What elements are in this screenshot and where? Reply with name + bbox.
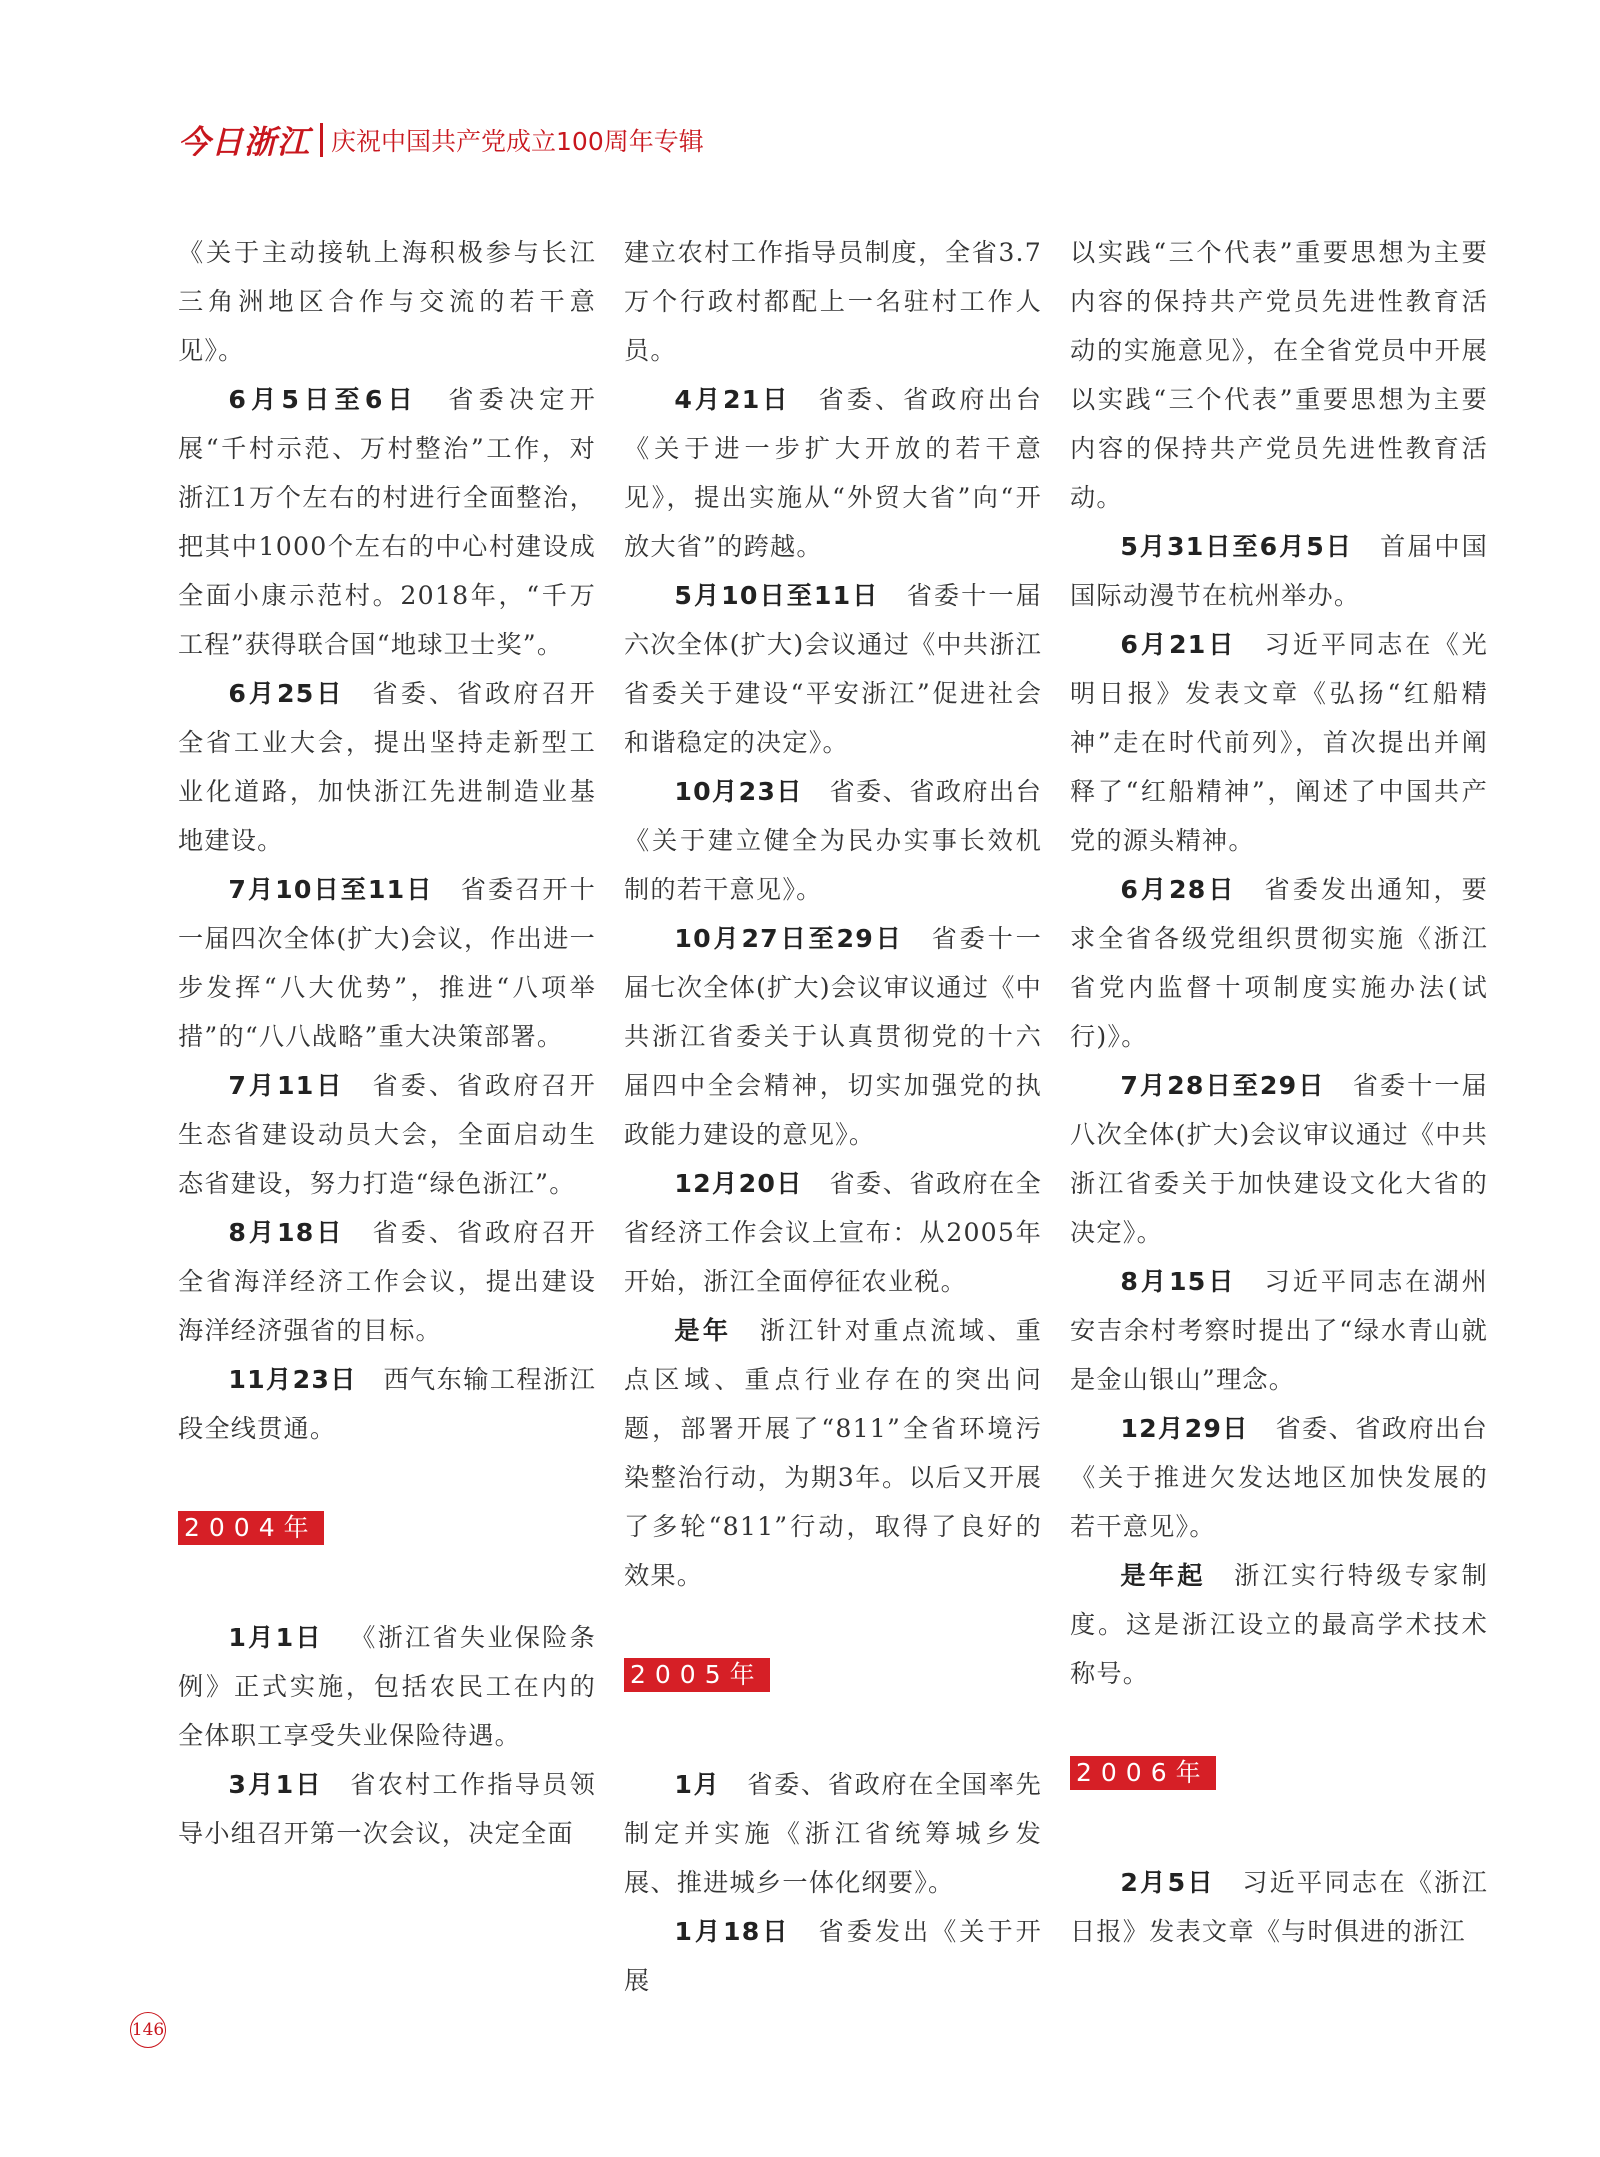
entry-text: 省委、省政府出台《关于建立健全为民办实事长效机制的若干意见》。 bbox=[624, 777, 1042, 904]
entry-text: 习近平同志在湖州安吉余村考察时提出了“绿水青山就是金山银山”理念。 bbox=[1070, 1267, 1489, 1394]
timeline-entry bbox=[1070, 1551, 1488, 1698]
entry-date: 12月29日 bbox=[1120, 1414, 1249, 1443]
entry-text: 省委、省政府在全省经济工作会议上宣布：从2005年开始，浙江全面停征农业税。 bbox=[624, 1169, 1042, 1296]
entry-date: 10月23日 bbox=[674, 777, 803, 806]
text-column-2 bbox=[624, 228, 1042, 2005]
entry-date: 2月5日 bbox=[1120, 1868, 1215, 1897]
entry-text: 省委召开十一届四次全体(扩大)会议，作出进一步发挥“八大优势”，推进“八项举措”的“八八战略”重大决策部署。 bbox=[178, 875, 597, 1051]
entry-date: 10月27日至29日 bbox=[674, 924, 904, 953]
entry-text: 浙江实行特级专家制度。这是浙江设立的最高学术技术称号。 bbox=[1070, 1561, 1488, 1688]
entry-text: 省委决定开展“千村示范、万村整治”工作，对浙江1万个左右的村进行全面整治，把其中1000个左右的中心村建设成全面小康示范村。2018年，“千万工程”获得联合国“地球卫士奖”。 bbox=[178, 385, 596, 659]
timeline-entry bbox=[1070, 522, 1488, 620]
entry-text: 省委十一届八次全体(扩大)会议审议通过《中共浙江省委关于加快建设文化大省的决定》。 bbox=[1070, 1071, 1489, 1247]
entry-date: 4月21日 bbox=[674, 385, 791, 414]
entry-text: 习近平同志在《光明日报》发表文章《弘扬“红船精神”走在时代前列》，首次提出并阐释了“红船精神”，阐述了中国共产党的源头精神。 bbox=[1070, 630, 1489, 855]
entry-text: 省委发出通知，要求全省各级党组织贯彻实施《浙江省党内监督十项制度实施办法(试行)》。 bbox=[1070, 875, 1489, 1051]
entry-text: 首届中国国际动漫节在杭州举办。 bbox=[1070, 532, 1488, 610]
timeline-entry bbox=[178, 865, 596, 1061]
timeline-entry bbox=[624, 914, 1042, 1159]
entry-date: 5月31日至6月5日 bbox=[1120, 532, 1353, 561]
year-label: 2006年 bbox=[1070, 1756, 1216, 1790]
timeline-entry bbox=[1070, 1404, 1488, 1551]
entry-text: 省委十一届六次全体(扩大)会议通过《中共浙江省委关于建设“平安浙江”促进社会和谐稳定的决定》。 bbox=[624, 581, 1043, 757]
continued-paragraph bbox=[178, 228, 596, 375]
timeline-entry bbox=[1070, 1061, 1488, 1257]
timeline-entry bbox=[1070, 1257, 1488, 1404]
timeline-entry bbox=[1070, 1858, 1488, 1956]
entry-text: 省委、省政府出台《关于进一步扩大开放的若干意见》，提出实施从“外贸大省”向“开放大省”的跨越。 bbox=[624, 385, 1043, 561]
year-heading bbox=[178, 1511, 596, 1545]
entry-date: 7月11日 bbox=[228, 1071, 345, 1100]
special-issue-title: 庆祝中国共产党成立100周年专辑 bbox=[331, 127, 704, 156]
text-column-1 bbox=[178, 228, 596, 1858]
timeline-entry bbox=[178, 1061, 596, 1208]
entry-date: 6月5日至6日 bbox=[228, 385, 418, 414]
entry-date: 是年 bbox=[674, 1316, 732, 1345]
timeline-entry bbox=[624, 1159, 1042, 1306]
page-header bbox=[178, 118, 704, 162]
timeline-entry bbox=[1070, 620, 1488, 865]
timeline-entry bbox=[178, 375, 596, 669]
year-label: 2005年 bbox=[624, 1658, 770, 1692]
timeline-entry bbox=[624, 1760, 1042, 1907]
timeline-entry bbox=[624, 1907, 1042, 2005]
timeline-entry bbox=[178, 1613, 596, 1760]
entry-text: 西气东输工程浙江段全线贯通。 bbox=[178, 1365, 596, 1443]
entry-text: 以实践“三个代表”重要思想为主要内容的保持共产党员先进性教育活动的实施意见》，在全省党员中开展以实践“三个代表”重要思想为主要内容的保持共产党员先进性教育活动。 bbox=[1070, 238, 1488, 512]
entry-date: 1月18日 bbox=[674, 1917, 791, 1946]
timeline-entry bbox=[1070, 865, 1488, 1061]
continued-paragraph bbox=[1070, 228, 1488, 522]
timeline-entry bbox=[178, 1760, 596, 1858]
entry-date: 5月10日至11日 bbox=[674, 581, 880, 610]
entry-date: 7月28日至29日 bbox=[1120, 1071, 1326, 1100]
entry-date: 1月1日 bbox=[228, 1623, 323, 1652]
entry-text: 浙江针对重点流域、重点区域、重点行业存在的突出问题，部署开展了“811”全省环境污染整治行动，为期3年。以后又开展了多轮“811”行动，取得了良好的效果。 bbox=[624, 1316, 1042, 1590]
year-heading bbox=[1070, 1756, 1488, 1790]
entry-text: 省委、省政府在全国率先制定并实施《浙江省统筹城乡发展、推进城乡一体化纲要》。 bbox=[624, 1770, 1042, 1897]
timeline-entry bbox=[624, 571, 1042, 767]
text-column-3 bbox=[1070, 228, 1488, 1956]
entry-text: 省委、省政府召开生态省建设动员大会，全面启动生态省建设，努力打造“绿色浙江”。 bbox=[178, 1071, 597, 1198]
entry-date: 3月1日 bbox=[228, 1770, 323, 1799]
entry-text: 省委发出《关于开展 bbox=[624, 1917, 1043, 1995]
entry-date: 是年起 bbox=[1120, 1561, 1206, 1590]
magazine-logo: 今日浙江 bbox=[178, 123, 311, 161]
timeline-entry bbox=[624, 767, 1042, 914]
entry-text: 《关于主动接轨上海积极参与长江三角洲地区合作与交流的若干意见》。 bbox=[178, 238, 596, 365]
entry-date: 12月20日 bbox=[674, 1169, 803, 1198]
entry-text: 建立农村工作指导员制度，全省3.7万个行政村都配上一名驻村工作人员。 bbox=[624, 238, 1042, 365]
page-number: 146 bbox=[130, 2012, 166, 2048]
entry-date: 6月28日 bbox=[1120, 875, 1237, 904]
entry-date: 6月25日 bbox=[228, 679, 345, 708]
year-heading bbox=[624, 1658, 1042, 1692]
timeline-entry bbox=[624, 1306, 1042, 1600]
entry-text: 省委十一届七次全体(扩大)会议审议通过《中共浙江省委关于认真贯彻党的十六届四中全会精神，切实加强党的执政能力建设的意见》。 bbox=[624, 924, 1042, 1149]
timeline-entry bbox=[178, 669, 596, 865]
year-label: 2004年 bbox=[178, 1511, 324, 1545]
entry-date: 11月23日 bbox=[228, 1365, 357, 1394]
entry-text: 习近平同志在《浙江日报》发表文章《与时俱进的浙江 bbox=[1070, 1868, 1488, 1946]
entry-date: 8月18日 bbox=[228, 1218, 345, 1247]
entry-text: 省委、省政府召开全省工业大会，提出坚持走新型工业化道路，加快浙江先进制造业基地建设。 bbox=[178, 679, 597, 855]
timeline-entry bbox=[178, 1355, 596, 1453]
entry-date: 1月 bbox=[674, 1770, 721, 1799]
entry-text: 省农村工作指导员领导小组召开第一次会议，决定全面 bbox=[178, 1770, 596, 1848]
entry-text: 《浙江省失业保险条例》正式实施，包括农民工在内的全体职工享受失业保险待遇。 bbox=[178, 1623, 596, 1750]
entry-date: 6月21日 bbox=[1120, 630, 1237, 659]
entry-date: 7月10日至11日 bbox=[228, 875, 434, 904]
continued-paragraph bbox=[624, 228, 1042, 375]
timeline-entry bbox=[178, 1208, 596, 1355]
entry-date: 8月15日 bbox=[1120, 1267, 1237, 1296]
entry-text: 省委、省政府召开全省海洋经济工作会议，提出建设海洋经济强省的目标。 bbox=[178, 1218, 597, 1345]
entry-text: 省委、省政府出台《关于推进欠发达地区加快发展的若干意见》。 bbox=[1070, 1414, 1488, 1541]
header-divider bbox=[320, 123, 323, 157]
timeline-entry bbox=[624, 375, 1042, 571]
